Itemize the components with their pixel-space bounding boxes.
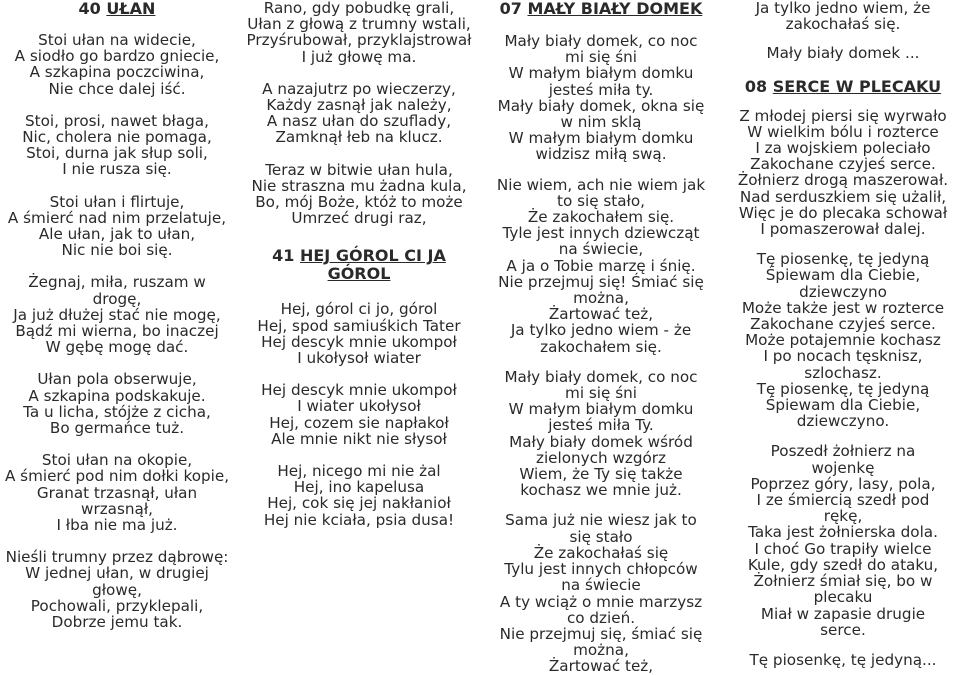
column-2 [242,0,476,528]
lyric-line: I wiater ukołysoł [297,397,421,416]
lyric-line: Tyle jest innych dziewcząt [502,224,700,243]
lyric-line: A śmierć nad nim przelatuje, [7,208,227,227]
stanza [242,162,476,227]
lyric-line: A nazajutrz po wieczerzy, [262,79,456,98]
lyric-line: Teraz w bitwie ułan hula, [265,160,453,179]
stanza [242,463,476,528]
lyric-line: Każdy zasnął jak należy, [266,96,452,115]
lyric-line: to się stało, [557,191,645,210]
lyric-line: Nie przejmuj się, śmiać się [499,624,703,643]
column-4 [726,0,960,668]
lyric-line: Żołnierz drogą maszerował. [737,171,949,190]
column-1 [0,0,234,630]
lyric-line: Mały biały domek ... [766,44,920,63]
stanza [242,382,476,447]
song-08-number: 08 [744,76,768,96]
lyric-line: W małym białym domku [508,400,694,419]
lyric-line: Ja tylko jedno wiem, że [755,0,931,17]
lyric-line: Stoi ułan na widecie, [38,31,196,49]
lyric-line: na świecie [561,576,641,595]
lyric-line: dziewczyno. [796,412,890,431]
stanza [484,512,718,674]
song-40-number: 40 [78,0,101,18]
song-07-lyrics [484,33,718,675]
lyric-line: Hej, cozem sie napłakoł [269,413,449,432]
lyric-line: Ja już dłużej stać nie mogę, [13,305,221,324]
song-08-name: SERCE W PLECAKU [772,76,942,96]
lyric-line: Nie przejmuj się! Śmiać się [498,272,704,291]
song-08-title [726,78,960,96]
lyric-line: Hej descyk mnie ukompoł [261,381,457,400]
lyric-line: Żegnaj, miła, ruszam w [28,273,206,292]
stanza [726,443,960,637]
lyric-line: Z młodej piersi się wyrwało [739,106,947,125]
lyric-line: Dobrze jemu tak. [51,613,183,632]
lyric-line: Zamknął łeb na klucz. [275,128,443,147]
lyric-line: Zakochane czyjeś serce. [750,315,936,334]
lyric-line: Umrzeć drugi raz, [291,209,427,228]
lyric-line: Żołnierz śmiał się, bo w [753,572,933,591]
lyric-line: Nieśli trumny przez dąbrowę: [5,548,229,567]
lyric-line: można, [573,641,629,660]
lyric-line: I pomaszerował dalej. [760,220,926,239]
song-40-lyrics [0,32,234,630]
lyric-line: I ze śmiercią szedł pod [756,491,930,510]
lyric-line: I nie rusza się. [62,160,172,179]
lyric-line: A nasz ułan do szuflady, [266,112,452,131]
lyric-line: Ja tylko jedno wiem - że [510,321,692,340]
lyric-line: Przyśrubował, przyklajstrował [246,31,472,50]
lyric-line: Może potajemnie kochasz [745,331,941,350]
lyric-line: Tylu jest innych chłopców [504,560,698,579]
song-07-number: 07 [499,0,522,18]
lyric-line: Hej nie kciała, psia dusa! [263,510,455,529]
lyric-line: A szkapina poczciwina, [29,63,205,82]
stanza [484,369,718,499]
lyric-line: zakochałaś się. [785,15,901,34]
lyric-line: I po nocach tęsknisz, [763,347,923,366]
lyric-line: szlochasz. [804,363,882,382]
song-41-name: HEJ GÓROL CI JA GÓROL [299,246,446,284]
song-40-name: UŁAN [106,0,156,18]
lyric-line: wojenkę [811,458,875,477]
lyric-line: Sama już nie wiesz jak to [505,511,697,530]
lyric-line: W wielkim bólu i rozterce [747,122,939,141]
lyric-line: plecaku [813,588,873,607]
song-41-title [242,247,476,283]
lyric-line: kochasz we mnie już. [520,481,682,500]
lyric-line: na świecie, [558,240,644,259]
lyric-line: Może także jest w rozterce [741,298,945,317]
stanza [0,452,234,533]
lyric-line: głowę, [92,580,142,599]
song-41-number: 41 [272,246,295,266]
lyric-line: Kule, gdy szedł do ataku, [747,555,939,574]
stanza [0,32,234,97]
column-3 [484,0,718,675]
lyric-line: Więc je do plecaka schował [738,203,948,222]
lyric-line: Ale ułan, jak to ułan, [38,225,196,244]
lyric-line: I łba nie ma już. [56,516,178,535]
lyric-line: Bądź mi wierna, bo inaczej [15,322,219,341]
lyric-line: Mały biały domek, okna się [497,96,705,115]
lyric-line: mi się śni [565,384,637,403]
lyric-line: Hej descyk mnie ukompoł [261,332,457,351]
lyric-line: A szkapina podskakuje. [28,386,206,405]
lyric-line: Nie wiem, ach nie wiem jak [496,175,706,194]
lyric-line: Granat trzasnął, ułan [36,483,198,502]
lyric-line: Hej, cok się jej nakłanioł [267,494,451,513]
lyric-line: serce. [820,620,866,639]
stanza [726,652,960,668]
lyric-line: Hej, spod samiuśkich Tater [257,316,461,335]
lyric-line: W jednej ułan, w drugiej [25,564,209,583]
lyric-line: Nie straszna mu żadna kula, [251,176,467,195]
stanza [726,251,960,429]
stanza [484,177,718,355]
lyric-line: Tę piosenkę, tę jedyną [756,250,930,269]
lyric-line: można, [573,289,629,308]
lyric-line: się stało [569,527,633,546]
lyric-line: Poprzez góry, lasy, pola, [750,474,936,493]
lyric-line: jesteś miła Ty. [548,416,654,435]
lyric-line: zakochałem się. [540,337,662,356]
lyric-line: Tę piosenkę, tę jedyną... [749,650,937,669]
lyric-line: Hej, ino kapelusa [293,478,425,497]
lyric-line: Zakochane czyjeś serce. [750,155,936,174]
stanza [242,0,476,65]
stanza [242,301,476,366]
lyric-line: Stoi, durna jak słup soli, [26,144,208,163]
lyric-line: Nic nie boi się. [61,241,173,260]
lyric-line: Poszedł żołnierz na [770,442,916,461]
lyric-line: A ty wciąż o mnie marzysz [499,592,703,611]
stanza [0,194,234,259]
stanza [0,549,234,630]
lyric-line: Śpiewam dla Ciebie, [765,266,921,285]
song-07-lyrics-continued [726,0,960,62]
lyric-line: Hej, nicego mi nie żal [277,462,441,481]
lyric-line: Nie chce dalej iść. [48,79,186,98]
lyric-line: Wiem, że Ty się także [519,465,683,484]
stanza [726,108,960,238]
lyric-line: drogę, [92,289,142,308]
stanza [726,0,960,32]
song-40-lyrics-continued [242,0,476,226]
lyric-line: Ta u licha, stójże z cicha, [23,402,211,421]
lyric-line: Ułan z głową z trumny wstali, [247,15,471,34]
lyric-line: Pochowali, przyklepali, [30,596,204,615]
stanza [242,81,476,146]
lyric-line: dziewczyno [799,282,887,301]
lyric-line: Stoi, prosi, nawet błaga, [25,111,209,130]
lyric-line: zielonych wzgórz [535,448,666,467]
lyric-line: Miał w zapasie drugie [760,604,926,623]
lyric-line: Ale mnie nikt nie słysoł [271,429,447,448]
lyric-line: I za wojskiem poleciało [755,139,931,158]
lyric-line: W małym białym domku [508,64,694,83]
lyric-line: Że zakochałaś się [533,543,669,562]
stanza [0,113,234,178]
lyric-line: Hej, górol ci jo, górol [280,300,438,319]
stanza [0,371,234,436]
lyric-line: Mały biały domek wśród [509,432,693,451]
lyric-line: Rano, gdy pobudkę grali, [263,0,455,17]
lyric-line: A siodło go bardzo gniecie, [14,47,220,66]
lyric-line: Nad serduszkiem się użalił, [739,187,947,206]
lyric-line: Bo, mój Boże, któż to może [255,193,463,212]
lyric-line: Tę piosenkę, tę jedyną [756,379,930,398]
lyric-line: Żartować też, [548,305,654,324]
lyric-line: wrzasnął, [81,499,153,518]
song-40-title [0,0,234,18]
lyric-line: Mały biały domek, co noc [504,32,698,50]
lyric-line: I ukołysoł wiater [297,349,421,368]
lyric-line: co dzień. [566,608,636,627]
lyric-line: I choć Go trapiły wielce [754,539,932,558]
lyric-line: Że zakochałem się. [527,208,675,227]
lyric-line: A ja o Tobie marzę i śnię. [506,256,696,275]
lyric-line: Stoi ułan na okopie, [41,451,193,470]
lyric-line: jesteś miła ty. [548,80,654,99]
stanza [484,33,718,163]
lyric-line: widzisz miłą swą. [535,145,667,164]
lyric-line: I już głowę ma. [301,47,417,66]
lyric-line: Stoi ułan i flirtuje, [49,192,185,211]
song-07-title [484,0,718,18]
lyric-line: mi się śni [565,48,637,67]
song-07-name: MAŁY BIAŁY DOMEK [527,0,703,18]
lyric-line: W małym białym domku [508,129,694,148]
lyric-line: w nim sklą [560,113,642,132]
lyric-line: A śmierć pod nim dołki kopie, [4,467,230,486]
song-41-lyrics [242,301,476,527]
lyric-line: Ułan pola obserwuje, [37,370,197,389]
song-08-lyrics [726,108,960,669]
lyric-line: Nic, cholera nie pomaga, [22,128,212,147]
lyric-line: Bo germańce tuż. [49,419,185,438]
lyric-line: Mały biały domek, co noc [504,367,698,386]
lyric-line: Taka jest żołnierska dola. [748,523,938,542]
lyric-line: W gębę mogę dać. [45,338,189,357]
lyric-line: rękę, [823,507,863,526]
stanza [726,45,960,61]
lyric-line: Żartować też, [548,657,654,675]
lyric-line: Śpiewam dla Ciebie, [765,396,921,415]
stanza [0,274,234,355]
